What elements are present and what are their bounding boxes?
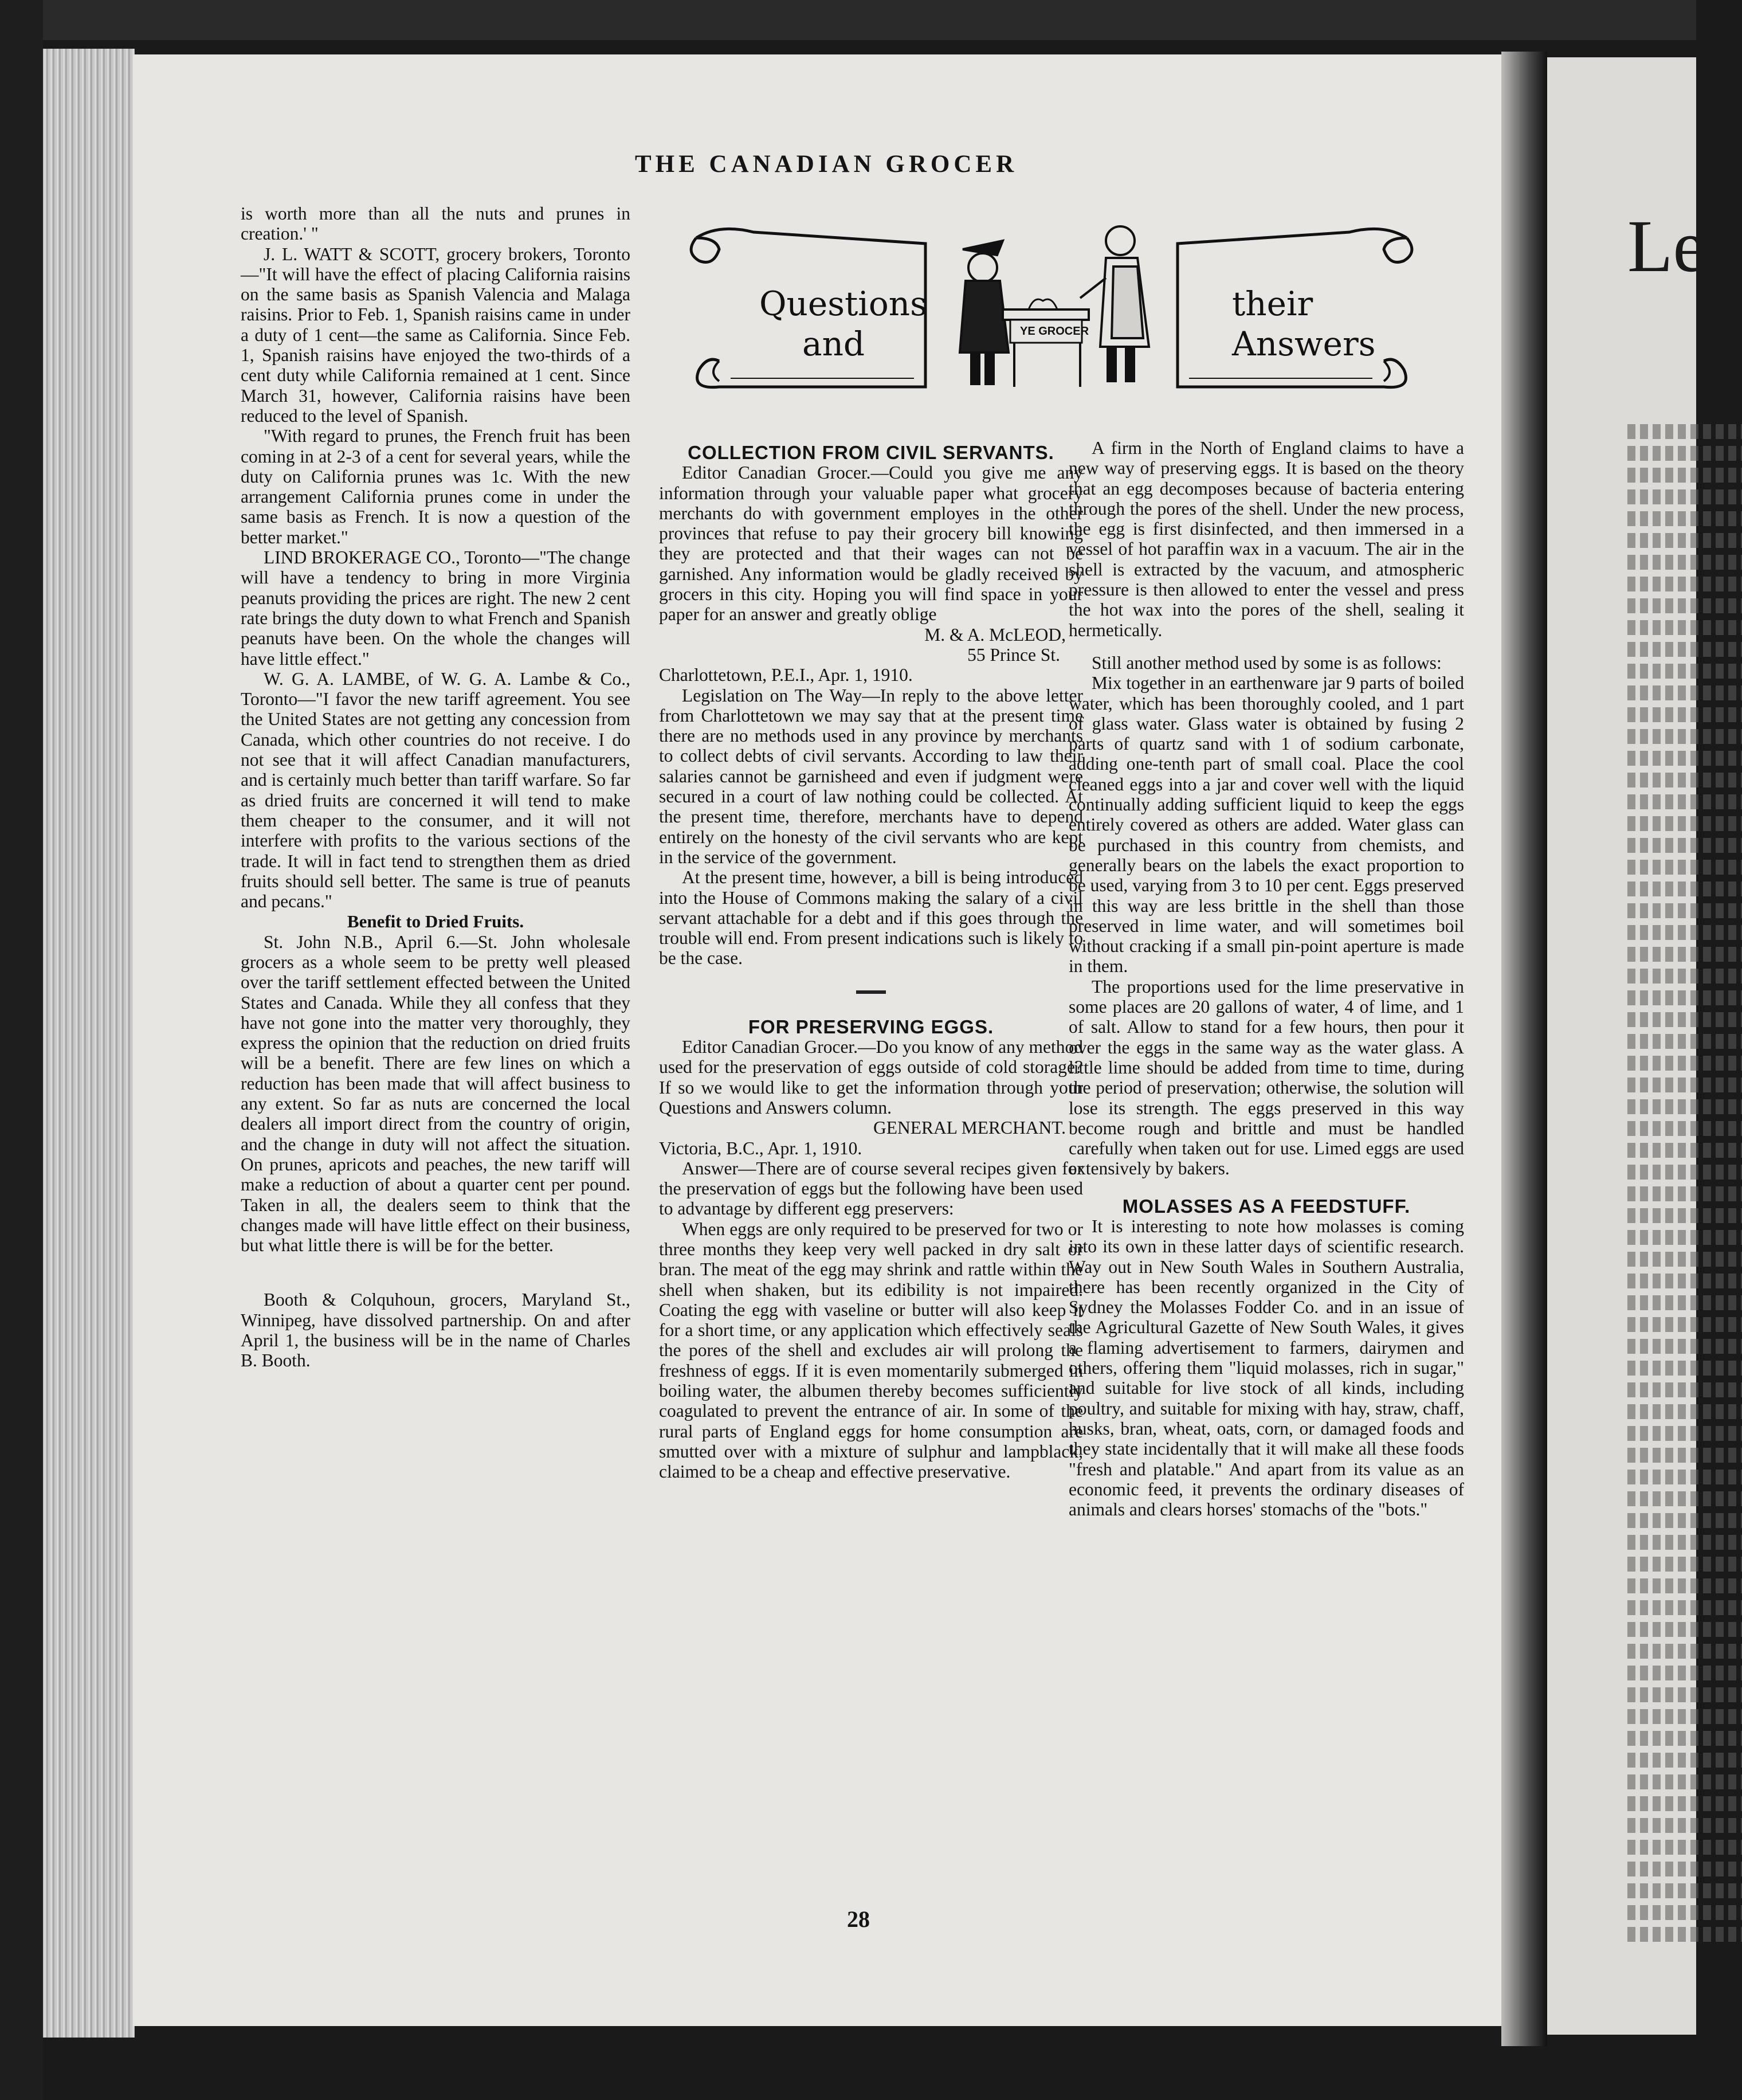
col1-paragraph-booth: Booth & Colquhoun, grocers, Maryland St., Winnipeg, have dissolved partnership. On and after April 1, the business will be in the name of Charles B. Booth. [241,1290,630,1371]
col2-address-mcleod: 55 Prince St. [967,644,1060,665]
col2-answer-methods: When eggs are only required to be preserved for two or three months they keep very well packed in dry salt or bran. The meat of the egg may shrink and rattle within the shell when shaken, but its edibility is not impaired. Coating the egg with vaseline or butter will also keep it for a short time, or any application which effectively seals the pores of the shell and excludes air will prolong the freshness of eggs. If it is even momentarily submerged in boiling water, the albumen thereby becomes sufficiently coagulated to prevent the entrance of air. In some of the rural parts of England eggs for home consumption are smutted over with a mixture of sulphur and lampblack, claimed to be a cheap and effective preservative. [659,1219,1083,1482]
facing-page-fragment [1547,57,1739,2035]
col2-letter-general-merchant: Editor Canadian Grocer.—Do you know of any method used for the preservation of eggs outside of cold storage? If so we would like to get the information through your Questions and Answers column. [659,1037,1083,1118]
col3-paragraph-water-glass: Mix together in an earthenware jar 9 parts of boiled water, which has been thoroughly cooled, and 1 part of glass water. Glass water is obtained by fusing 2 parts of quartz sand with 1 of sodium carbonate, adding one-tenth part of small coal. Place the cool cleaned eggs into a jar and cover well with the liquid continually adding sufficient liquid to keep the eggs entirely covered as others are added. Water glass can be purchased in this country from chemists, and generally bears on the labels the exact proportion to be used, varying from 3 to 10 per cent. Eggs preserved in this way are less brittle in the shell than those preserved in lime water, and will sometimes boil without cracking if a small pin-point aperture is made in them. [1069,673,1464,977]
banner-word-questions: Questions [759,284,927,323]
facing-page-title: Lea [1627,205,1739,288]
questions-answers-banner [685,215,1418,413]
col1-subhead-dried-fruits: Benefit to Dried Fruits. [347,911,524,932]
banner-word-and: and [802,324,865,363]
col1-paragraph-lind: LIND BROKERAGE CO., Toronto—"The change will have a tendency to bring in more Virginia peanuts providing the prices are right. The new 2 cent rate brings the duty down to what French and Spanish peanuts have been. On the whole the changes will have little effect." [241,547,630,669]
col2-reply-bill: At the present time, however, a bill is being introduced into the House of Commons making the salary of a civil servant attachable for a debt and if this goes through the trouble will end. From present indications such is likely to be the case. [659,867,1083,969]
col2-answer-intro: Answer—There are of course several recipes given for the preservation of eggs but the following have been used to advantage by different egg preservers: [659,1158,1083,1219]
col2-dateline-charlottetown: Charlottetown, P.E.I., Apr. 1, 1910. [659,665,913,685]
col1-paragraph-watt-scott: J. L. WATT & SCOTT, grocery brokers, Toronto—"It will have the effect of placing California raisins on the same basis as Spanish Valencia and Malaga raisins. Prior to Feb. 1, Spanish raisins came in under a duty of 1 cent—the same as California. Since Feb. 1, Spanish raisins have enjoyed the two-thirds of a cent duty while California remained at 1 cent. Since March 31, however, California raisins have been reduced to the level of Spanish. [241,244,630,426]
column-3 [1069,438,1464,1519]
col2-signature-general-merchant: GENERAL MERCHANT. [873,1118,1066,1138]
col3-paragraph-lime: The proportions used for the lime preservative in some places are 20 gallons of water, 4 of lime, and 1 of salt. Allow to stand for a few hours, then pour it over the eggs in the same way as the water glass. A little lime should be added from time to time, during the period of preservation; otherwise, the solution will lose its strength. The eggs preserved in this way become rough and brittle and must be handled carefully when taken out for use. Limed eggs are used extensively by bakers. [1069,976,1464,1179]
grocer-figure [1080,226,1149,381]
col3-paragraph-another-method: Still another method used by some is as follows: [1092,652,1442,673]
page-number: 28 [847,1906,870,1932]
col3-paragraph-molasses: It is interesting to note how molasses is coming into its own in these latter days of scientific research. Way out in New South Wales in Southern Australia, there has been recently organized in the City of Sydney the Molasses Fodder Co. and in an issue of the Agricultural Gazette of New South Wales, it gives a flaming advertisement to farmers, dairymen and others, offering them "liquid molasses, rich in sugar," and suitable for live stock of all kinds, including poultry, and suitable for mixing with hay, straw, chaff, husks, bran, wheat, oats, corn, or damaged foods and they state incidentally that it will make all these foods "fresh and platable." And apart from its value as an economic feed, it prevents the ordinary diseases of animals and clears horses' stomachs of the "bots." [1069,1216,1464,1520]
book-gutter [1501,52,1547,2046]
book-page-edges [43,49,135,2038]
col2-heading-preserving-eggs: FOR PRESERVING EGGS. [748,1016,994,1037]
child-figure [960,241,1009,384]
col2-letter-mcleod: Editor Canadian Grocer.—Could you give me any information through your valuable paper what grocery merchants do with government employes in the other provinces that refuse to pay their grocery bill knowing they are protected and that their wages can not be garnished. Any information would be gladly received by grocers in this city. Hoping you will find space in your paper for an answer and greatly oblige [659,463,1083,625]
column-2 [659,442,1083,1482]
col2-reply-legislation: Legislation on The Way—In reply to the above letter from Charlottetown we may say that at the present time there are no methods used in any province by merchants to collect debts of civil servants. According to law their salaries cannot be garnisheed and even if judgment were secured in a court of law nothing could be collected. At the present time, therefore, merchants have to depend entirely on the honesty of the civil servants who are kept in the service of the government. [659,685,1083,867]
col1-paragraph-prunes: "With regard to prunes, the French fruit has been coming in at 2-3 of a cent for several years, while the duty on California prunes was 1c. With the new arrangement California prunes come in under the same basis as French. It is now a question of the better market." [241,426,630,547]
col2-dateline-victoria: Victoria, B.C., Apr. 1, 1910. [659,1138,862,1158]
facing-page-text-lines [1627,424,1742,1949]
col2-signature-mcleod: M. & A. McLEOD, [924,624,1066,645]
col1-paragraph-st-john: St. John N.B., April 6.—St. John wholesale grocers as a whole seem to be pretty well pleased over the tariff settlement effected between the United States and Canada. While they all confess that they have not gone into the matter very thoroughly, they express the opinion that the reduction on dried fruits will be a benefit. There are few lines on which a reduction has been made that will affect business to any extent. So far as nuts are concerned the local dealers all import direct from the country of origin, and the change in duty will not affect the situation. On prunes, apricots and peaches, the new tariff will make a reduction of about a quarter cent per pound. Taken in all, the dealers seem to think that the changes made will have little effect on their business, but what little there is will be for the better. [241,931,630,1256]
col3-paragraph-paraffin: A firm in the North of England claims to have a new way of preserving eggs. It is based on the theory that an egg decomposes because of bacteria entering through the pores of the shell. Under the new process, the egg is first disinfected, and then immersed in a vessel of hot paraffin wax in a vacuum. The air in the shell is extracted by the vacuum, and atmospheric pressure is then allowed to enter the vessel and press the hot wax into the pores of the shell, sealing it hermetically. [1069,438,1464,640]
counter-sign: YE GROCER [1020,325,1089,338]
column-1 [241,203,630,1371]
running-head: THE CANADIAN GROCER [635,151,1018,178]
col1-paragraph-lambe: W. G. A. LAMBE, of W. G. A. Lambe & Co., Toronto—"I favor the new tariff agreement. You see the United States are not getting any concession from Canada, which other countries do not receive. I do not see that it will affect Canadian manufacturers, and is certainly much better than tariff warfare. So far as dried fruits are concerned it will tend to make them cheaper to the consumer, and it will not interfere with profits to the various sections of the trade. It will in fact tend to strengthen them as dried fruits should sell better. The same is true of peanuts and pecans." [241,668,630,912]
grocer-counter [1003,299,1089,387]
section-divider [856,990,886,994]
banner-word-answers: Answers [1232,324,1376,363]
scan-background-top [0,0,1696,40]
col2-heading-civil-servants: COLLECTION FROM CIVIL SERVANTS. [688,442,1054,463]
col1-paragraph-1: is worth more than all the nuts and prunes in creation.' " [241,203,630,244]
col3-heading-molasses: MOLASSES AS A FEEDSTUFF. [1122,1195,1411,1217]
banner-word-their: their [1232,284,1313,323]
scan-background-left [0,0,43,2100]
